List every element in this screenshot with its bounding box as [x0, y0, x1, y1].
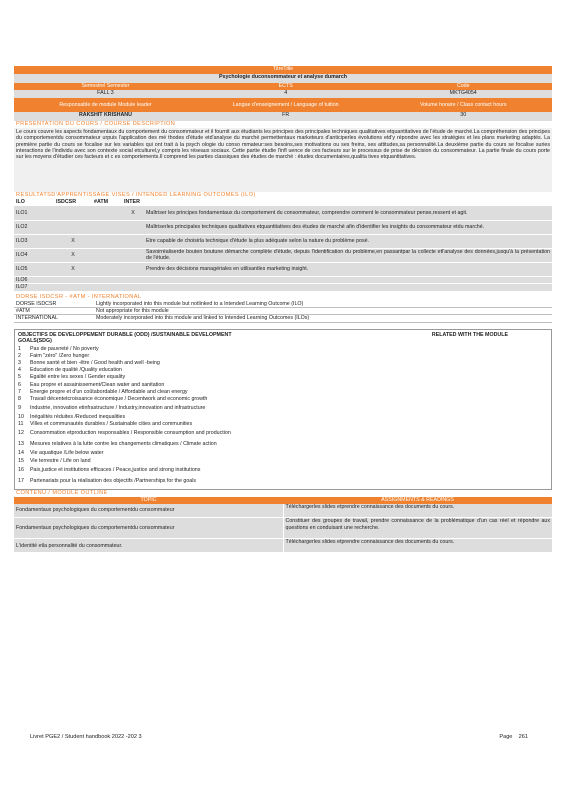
presentation-heading: PRESENTATION DU COURS / COURSE DESCRIPTION — [16, 121, 176, 127]
sdg-number: 1 — [18, 345, 21, 352]
hours-label: Volume horaire / Class contact hours — [419, 101, 507, 108]
outline-topic: Fondamentaux psychologiques du comportementdu consommateur — [16, 525, 175, 532]
sdg-label: Pas de pauvreté / No poverty — [30, 345, 99, 352]
sdg-heading: OBJECTIFS DE DEVELOPPEMENT DURABLE (ODD) /SUSTAINABLE DEVELOPMENT GOALS(SDG) — [18, 331, 232, 345]
title-label: TitreTitle — [272, 66, 294, 72]
sdg-item — [18, 382, 548, 389]
ilo-isdcsr-mark — [54, 206, 92, 220]
sdg-number: 7 — [18, 388, 21, 395]
ilo-col-ilo: ILO — [16, 199, 25, 205]
sdg-label: Villes et communautés durables / Sustainable cities and communities — [30, 421, 193, 428]
sdg-label: Mesures relatives à la lutte contre les changements climatiques / Climate action — [30, 441, 217, 448]
sdg-number: 2 — [18, 352, 21, 359]
language-label: Langue d'enseignement / Language of tuition — [232, 101, 339, 108]
legend-row — [14, 301, 552, 308]
sdg-label: Industrie, innovation etinfrastructure / Industry,innovation and infrastructure — [30, 404, 206, 411]
sdg-number: 11 — [18, 421, 24, 428]
ilo-isdcsr-mark: X — [71, 237, 75, 244]
sdg-number: 10 — [18, 414, 24, 421]
ilo-table — [14, 199, 552, 292]
ilo-atm-mark — [92, 262, 122, 276]
ilo-atm-mark — [92, 234, 122, 248]
course-title: Psychologie duconsommateur et analyse dumarch — [218, 74, 348, 80]
syllabus-page — [14, 66, 552, 553]
legend-row — [14, 315, 552, 322]
course-description: Le cours couvre les aspects fondamentaux du comportement du consommateur et il fournit aux étudiants les principes des principales techniques qualitatives etquantitatives de l'étude de marché.La compréhension des principes du comportementdu consommateur urpuis l'application des mé thodes d'étude etd'analyse du marché permettentaux marketeurs d'anticiperles évolutions etd'y répondre avec les stratégies et les plans marketing adaptés. La première partie du cours se focalise sur les variables qui ont trait à la psych ologie du conso mmateur:ses besoins,ses motivations ou ses freins, ses attitudes,sa personnalité.La deuxième partie du cours se focalise suries interactions de l'individu avec son contexte social etculturel,y compris les réseaux sociaux. Cette partie étudie l'infl uence de ces facteurs sur le processus de prise de décision du consommateur. La partie finale du cours porte sur les moyens d'étudier ces facteurs et c es comportements.Il comprend les parties classiques des études de marché : études documentaires,qualita tives etquantitatives. — [14, 128, 552, 192]
ilo-inter-mark — [122, 220, 144, 234]
outline-row — [14, 518, 552, 539]
sdg-label: Egalité entre les sexes / Gender equality — [30, 374, 126, 381]
ilo-atm-mark — [92, 206, 122, 220]
sdg-item — [18, 458, 548, 465]
outline-row — [14, 504, 552, 518]
sdg-number: 9 — [18, 404, 21, 411]
sdg-label: Bonne santé et bien -être / Good health and well -being — [30, 359, 160, 366]
ilo-row — [14, 220, 552, 234]
outline-topic: L'identité etla personnalité du consommateur. — [16, 542, 123, 549]
ilo-text: Prendre des décisions managériales en utilisantles marketing insight. — [146, 265, 309, 272]
code-value: MKTG4054 — [449, 90, 477, 96]
hours-value: 30 — [460, 112, 467, 118]
sdg-number: 17 — [18, 477, 24, 484]
sdg-item — [18, 346, 548, 353]
sdg-item — [18, 367, 548, 374]
ilo-isdcsr-mark — [54, 276, 92, 284]
ilo-id: ILO2 — [16, 223, 28, 230]
ilo-id: ILO6 — [16, 276, 28, 283]
legend-table — [14, 301, 552, 323]
ilo-text: Etre capable de choisirla technique d'étude la plus adéquate selon la nature du problème posé. — [146, 237, 370, 244]
sdg-label: Paix,justice et institutions efficaces / Peace,justice and strong institutions — [30, 466, 201, 473]
code-label: Code — [456, 83, 470, 89]
sdg-label: Vie aquatique /Life below water — [30, 450, 104, 457]
sdg-number: 6 — [18, 381, 21, 388]
legend-text: Moderately incorporated into this module and linked to Intended Learning Outcomes (ILOs) — [94, 315, 552, 322]
ilo-col-isdcsr: ISDCSR — [56, 199, 77, 205]
outline-heading: CONTENU / MODULE OUTLINE — [16, 489, 108, 496]
sdg-number: 8 — [18, 395, 21, 402]
ilo-id: ILO4 — [16, 251, 28, 258]
ilo-inter-mark: X — [131, 209, 135, 216]
ilo-id: ILO1 — [16, 209, 28, 216]
outline-assignment: Téléchargerles slides etprendre connaissance des documents du cours. — [283, 539, 552, 553]
ilo-row — [14, 206, 552, 220]
ects-value: 4 — [284, 90, 288, 96]
ilo-id: ILO3 — [16, 237, 28, 244]
sdg-number: 14 — [18, 450, 24, 457]
ilo-row — [14, 262, 552, 276]
sdg-item — [18, 465, 548, 476]
sdg-item — [18, 353, 548, 360]
legend-key: #ATM — [14, 308, 94, 315]
legend-text: Not appropriate for this module — [94, 308, 552, 315]
sdg-number: 12 — [18, 430, 24, 437]
ilo-isdcsr-mark — [54, 284, 92, 292]
ilo-inter-mark — [122, 234, 144, 248]
outline-assignment: Constituer des groupes de travail, prendre connaissance de la problématique d'un cas réel et répondre aux questions en conduisant une recherche. — [283, 518, 552, 539]
ilo-id: ILO7 — [16, 284, 28, 291]
ilo-inter-mark — [122, 276, 144, 284]
sdg-item — [18, 476, 548, 487]
sdg-item — [18, 439, 548, 450]
sdg-label: Faim "zéro" /Zero hunger — [30, 352, 90, 359]
ilo-text: Maîtriser les principes fondamentaux du comportement du consommateur, comprendre comment le consommateur pense,ressent et agit. — [146, 209, 468, 216]
sdg-number: 15 — [18, 457, 24, 464]
sdg-item — [18, 421, 548, 428]
ects-label: ECTS — [278, 83, 293, 89]
legend-key: INTERNATIONAL — [14, 315, 94, 322]
sdg-item — [18, 450, 548, 457]
sdg-item — [18, 374, 548, 381]
semester-label: Semestrel Semester — [81, 83, 130, 89]
footer-page-number: 261 — [518, 734, 528, 740]
ilo-isdcsr-mark — [54, 220, 92, 234]
ilo-text: Maîtriserles principales techniques qualitatives etquantitatives des études de marché afin d'identifier les insights du consommateur etdu marché. — [146, 223, 485, 230]
ilo-id: ILO5 — [16, 265, 28, 272]
sdg-number: 13 — [18, 441, 24, 448]
sdg-item — [18, 396, 548, 403]
outline-topic: Fondamentaux psychologiques du comportementdu consommateur — [16, 507, 175, 514]
ilo-atm-mark — [92, 284, 122, 292]
outline-assignment: Téléchargerles slides etprendre connaissance des documents du cours. — [283, 504, 552, 518]
leader-label: Responsable de module Module leader — [59, 101, 152, 108]
footer-handbook: Livret PGE2 / Student handbook 2022 -202 3 — [30, 734, 142, 740]
sdg-label: Consommation etproduction responsables / Responsible consumption and production — [30, 430, 231, 437]
ilo-inter-mark — [122, 284, 144, 292]
ilo-isdcsr-mark: X — [71, 265, 75, 272]
ilo-text — [144, 276, 552, 284]
sdg-item — [18, 389, 548, 396]
language-value: FR — [282, 112, 290, 118]
legend-text: Lightly incorporated into this module but notlinked to a Intended Learning Outcome (ILO) — [94, 301, 552, 308]
sdg-number: 5 — [18, 374, 21, 381]
ilo-heading: RESULTATSD'APPRENTISSAGE VISES / INTENDED LEARNING OUTCOMES (ILO) — [16, 192, 256, 198]
ilo-col-inter: INTER — [124, 199, 140, 205]
sdg-number: 4 — [18, 367, 21, 374]
sdg-label: Inégalités réduites /Reduced inequalities — [30, 414, 126, 421]
ilo-col-atm: #ATM — [94, 199, 109, 205]
sdg-item — [18, 360, 548, 367]
ilo-atm-mark — [92, 220, 122, 234]
leader-value: RAKSHIT KRISHANU — [78, 112, 132, 118]
sdg-item — [18, 403, 548, 414]
sdg-item — [18, 414, 548, 421]
outline-col-assignments: ASSIGNMENTS & READINGS — [381, 496, 454, 503]
sdg-number: 16 — [18, 466, 24, 473]
legend-heading: DORSE ISDCSR - #ATM - INTERNATIONAL — [16, 293, 142, 300]
ilo-atm-mark — [92, 248, 122, 262]
ilo-atm-mark — [92, 276, 122, 284]
ilo-row — [14, 234, 552, 248]
course-header-table — [14, 66, 552, 121]
sdg-label: Vie terrestre / Life on land — [30, 457, 91, 464]
sdg-label: Partenariats pour la réalisation des objectifs /Partnerships for the goals — [30, 477, 197, 484]
sdg-item — [18, 428, 548, 439]
sdg-label: Eau propre et assainissement/Clean water and sanitation — [30, 381, 165, 388]
semester-value: FALL 3 — [97, 90, 114, 96]
ilo-row — [14, 284, 552, 292]
outline-row — [14, 539, 552, 553]
page-footer — [30, 734, 528, 740]
sdg-related-heading: RELATED WITH THE MODULE — [431, 331, 508, 338]
ilo-row — [14, 248, 552, 262]
ilo-inter-mark — [122, 262, 144, 276]
sdg-label: Energie propre et d'un coûtabordable / Affordable and clean energy — [30, 388, 188, 395]
ilo-text — [144, 284, 552, 292]
outline-col-topic: TOPIC — [140, 496, 157, 503]
sdg-number: 3 — [18, 359, 21, 366]
ilo-inter-mark — [122, 248, 144, 262]
sdg-label: Travail décentetcroissance économique / Decentwork and economic growth — [30, 395, 208, 402]
ilo-text: Savoirréaliserde bouten boutune démarche complète d'étude, depuis l'identification du problème,en passantpar la collecte etl'analyse des données,jusqu'à la présentation de l'étude. — [146, 248, 550, 261]
ilo-isdcsr-mark: X — [71, 251, 75, 258]
legend-key: DORSE ISDCSR — [14, 301, 94, 308]
ilo-row — [14, 276, 552, 284]
legend-row — [14, 308, 552, 315]
outline-table — [14, 497, 552, 554]
sdg-box — [14, 329, 552, 490]
footer-page-label: Page — [499, 734, 513, 740]
sdg-label: Education de qualité /Quality education — [30, 367, 122, 374]
